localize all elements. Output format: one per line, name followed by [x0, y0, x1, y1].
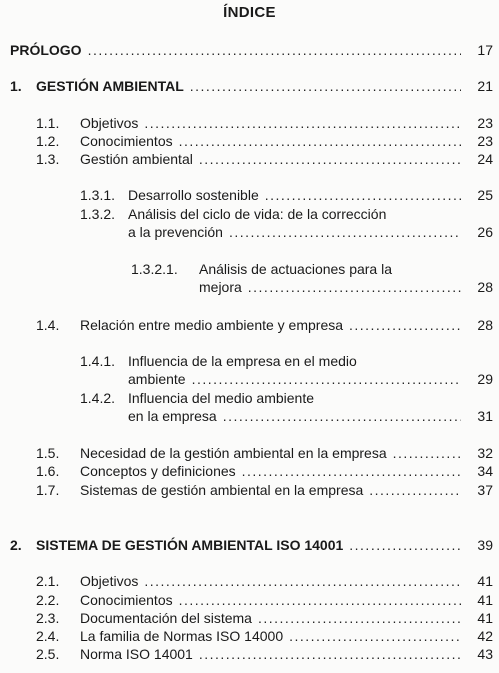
page-title: ÍNDICE	[223, 4, 276, 21]
toc-entry-label: Objetivos	[80, 115, 139, 131]
toc-entry-number: 2.3.	[36, 610, 60, 626]
toc-page-number: 39	[477, 537, 493, 553]
toc-entry-label: Análisis de actuaciones para la	[199, 261, 393, 277]
toc-entry-1-2	[36, 132, 493, 150]
toc-entry-number: 1.6.	[36, 463, 60, 479]
toc-page-number: 21	[477, 78, 493, 94]
toc-page-number: 24	[477, 151, 493, 167]
leader-dots	[393, 444, 461, 462]
toc-entry-label: Sistemas de gestión ambiental en la empresa	[80, 482, 364, 498]
toc-entry-1-5	[36, 444, 493, 462]
toc-entry-1-4-1-line1	[80, 352, 357, 370]
toc-entry-chapter-2	[10, 536, 493, 554]
toc-page-number: 17	[477, 42, 493, 58]
leader-dots	[349, 536, 461, 554]
leader-dots	[179, 132, 461, 150]
leader-dots	[144, 572, 461, 590]
toc-entry-number: 1.3.	[36, 151, 60, 167]
toc-page-number: 29	[477, 371, 493, 387]
toc-entry-chapter-1	[10, 77, 493, 95]
toc-page-number: 41	[477, 592, 493, 608]
leader-dots	[265, 186, 461, 204]
toc-entry-1-3-1	[80, 186, 493, 204]
toc-entry-1-6	[36, 462, 493, 480]
toc-page-number: 25	[477, 187, 493, 203]
toc-entry-number: 2.4.	[36, 628, 60, 644]
leader-dots	[248, 278, 461, 296]
leader-dots	[223, 407, 461, 425]
toc-entry-2-4	[36, 627, 493, 645]
leader-dots	[242, 462, 461, 480]
toc-entry-2-2	[36, 591, 493, 609]
leader-dots	[179, 591, 461, 609]
leader-dots	[349, 316, 461, 334]
toc-entry-number: 1.5.	[36, 445, 60, 461]
toc-page-number: 31	[477, 408, 493, 424]
toc-entry-label: Gestión ambiental	[80, 151, 193, 167]
toc-entry-number: 2.5.	[36, 646, 60, 662]
toc-entry-1-3-2-line1	[80, 205, 386, 223]
toc-entry-label: Norma ISO 14001	[80, 646, 193, 662]
toc-entry-1-1	[36, 114, 493, 132]
toc-entry-label: Conceptos y definiciones	[80, 463, 236, 479]
toc-entry-number: 2.1.	[36, 573, 60, 589]
toc-page-number: 43	[477, 646, 493, 662]
toc-entry-label: Necesidad de la gestión ambiental en la empresa	[80, 445, 387, 461]
toc-entry-label: Desarrollo sostenible	[128, 187, 259, 203]
toc-entry-prologo	[10, 41, 493, 59]
toc-entry-label: Objetivos	[80, 573, 139, 589]
toc-entry-1-4-2-line1	[80, 389, 314, 407]
toc-entry-2-3	[36, 609, 493, 627]
toc-entry-label: SISTEMA DE GESTIÓN AMBIENTAL ISO 14001	[36, 537, 344, 553]
toc-entry-1-4-1	[128, 370, 493, 388]
toc-entry-number: 1.3.2.1.	[131, 261, 178, 277]
toc-entry-label: Conocimientos	[80, 133, 173, 149]
toc-entry-1-3-2	[128, 223, 493, 241]
toc-page-number: 28	[477, 317, 493, 333]
toc-entry-2-1	[36, 572, 493, 590]
leader-dots	[289, 627, 461, 645]
toc-entry-label-continued: ambiente	[128, 371, 186, 387]
leader-dots	[229, 223, 461, 241]
leader-dots	[88, 41, 461, 59]
toc-entry-label: Análisis del ciclo de vida: de la corrección	[128, 206, 387, 222]
toc-page-number: 23	[477, 115, 493, 131]
toc-entry-number: 1.1.	[36, 115, 60, 131]
toc-entry-number: 1.4.1.	[80, 353, 116, 369]
toc-entry-number: 1.7.	[36, 482, 60, 498]
toc-page-number: 34	[477, 463, 493, 479]
toc-entry-1-3-2-1-line1	[131, 260, 392, 278]
toc-entry-number: 1.3.2.	[80, 206, 116, 222]
toc-entry-label: Relación entre medio ambiente y empresa	[80, 317, 344, 333]
toc-entry-1-3-2-1	[199, 278, 493, 296]
leader-dots	[199, 150, 461, 168]
leader-dots	[199, 645, 461, 663]
toc-entry-1-4	[36, 316, 493, 334]
toc-entry-label-continued: mejora	[199, 279, 242, 295]
toc-entry-1-3	[36, 150, 493, 168]
toc-page-number: 28	[477, 279, 493, 295]
toc-entry-number: 2.2.	[36, 592, 60, 608]
toc-entry-label: PRÓLOGO	[10, 42, 82, 58]
toc-entry-number: 1.4.	[36, 317, 60, 333]
toc-page-number: 26	[477, 224, 493, 240]
leader-dots	[144, 114, 461, 132]
leader-dots	[369, 481, 461, 499]
toc-entry-label: Documentación del sistema	[80, 610, 252, 626]
toc-page-number: 37	[477, 482, 493, 498]
toc-entry-number: 1.2.	[36, 133, 60, 149]
toc-page-number: 32	[477, 445, 493, 461]
leader-dots	[192, 370, 461, 388]
toc-page-number: 41	[477, 610, 493, 626]
toc-entry-number: 1.	[10, 78, 22, 94]
toc-entry-2-5	[36, 645, 493, 663]
toc-page-number: 42	[477, 628, 493, 644]
toc-entry-label: La familia de Normas ISO 14000	[80, 628, 284, 644]
toc-entry-1-7	[36, 481, 493, 499]
leader-dots	[190, 77, 461, 95]
toc-entry-number: 1.3.1.	[80, 187, 116, 203]
toc-entry-label-continued: a la prevención	[128, 224, 223, 240]
toc-entry-number: 1.4.2.	[80, 390, 116, 406]
leader-dots	[258, 609, 461, 627]
toc-entry-label: Influencia de la empresa en el medio	[128, 353, 357, 369]
toc-page-number: 41	[477, 573, 493, 589]
toc-entry-label: Conocimientos	[80, 592, 173, 608]
toc-entry-number: 2.	[10, 537, 22, 553]
toc-entry-label: Influencia del medio ambiente	[128, 390, 315, 406]
toc-entry-label: GESTIÓN AMBIENTAL	[36, 78, 184, 94]
toc-entry-label-continued: en la empresa	[128, 408, 217, 424]
toc-entry-1-4-2	[128, 407, 493, 425]
toc-page-number: 23	[477, 133, 493, 149]
